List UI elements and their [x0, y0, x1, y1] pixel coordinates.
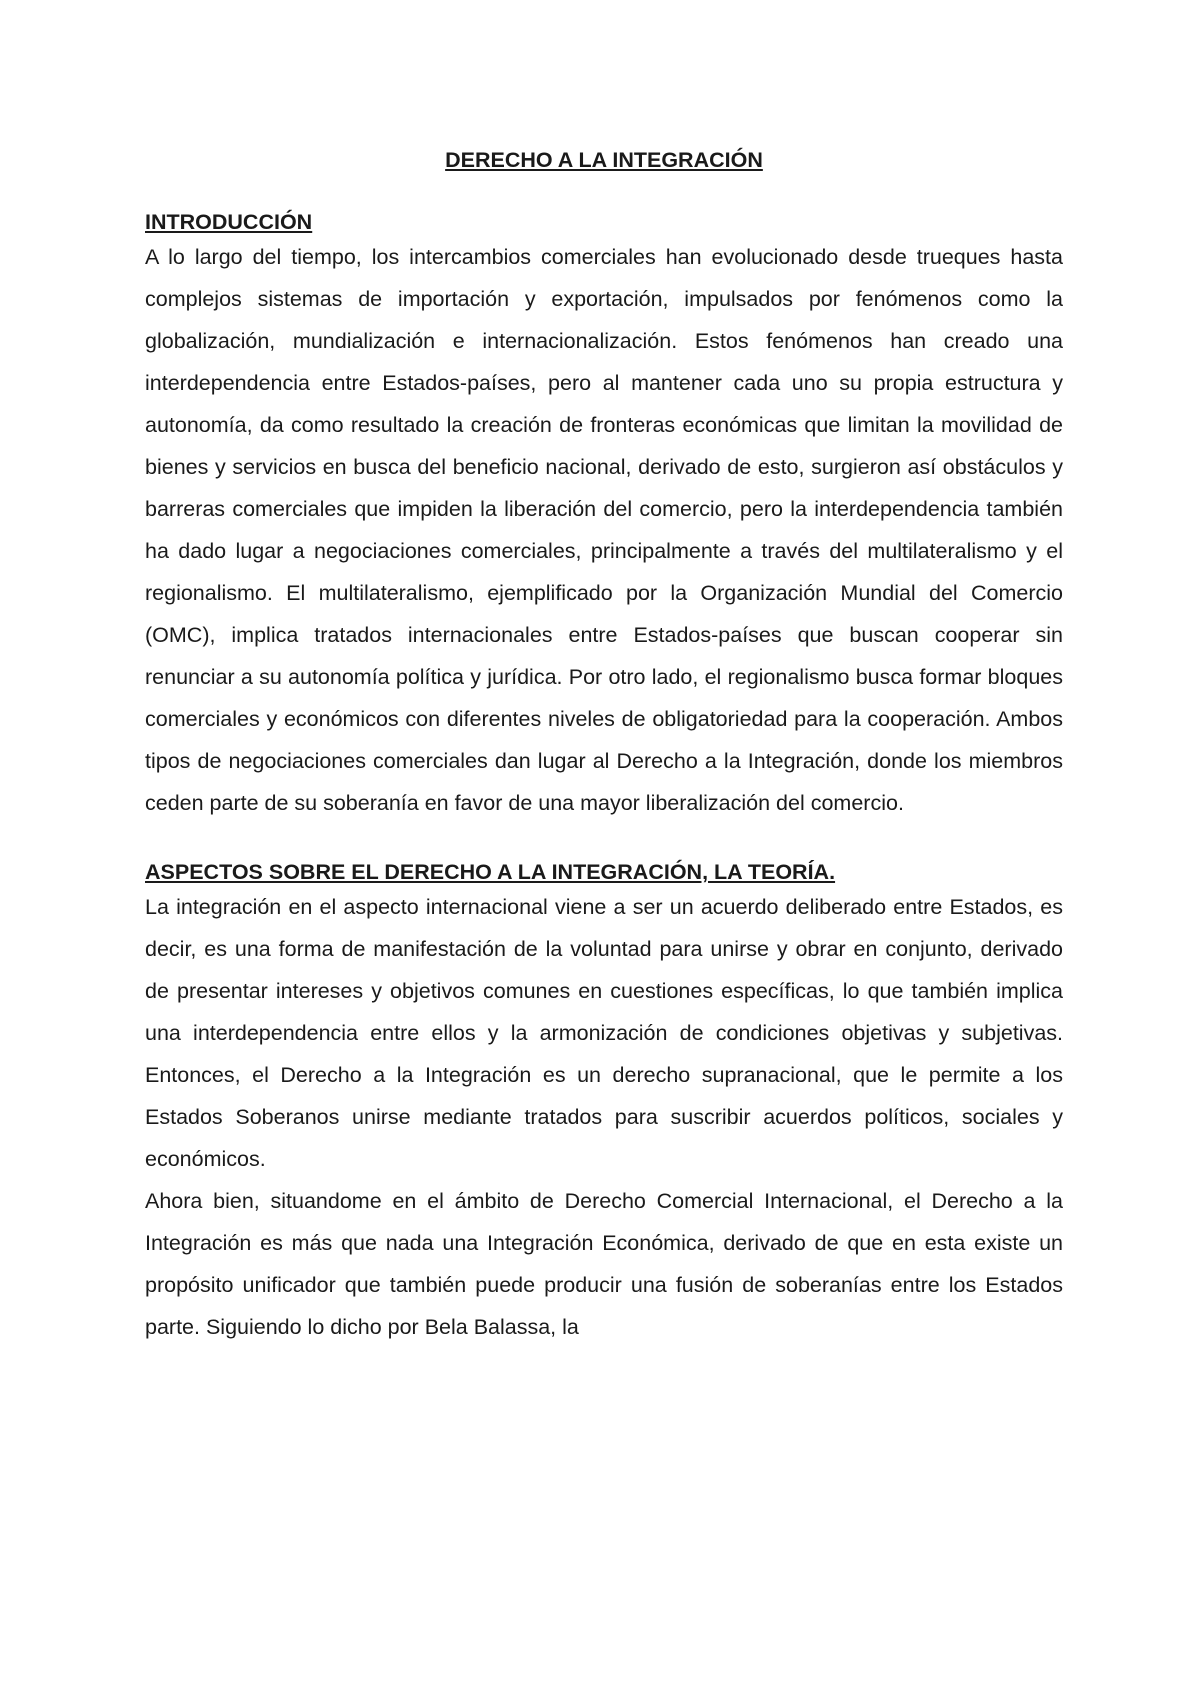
document-title: DERECHO A LA INTEGRACIÓN	[445, 148, 763, 172]
paragraph-aspectos-2: Ahora bien, situandome en el ámbito de Derecho Comercial Internacional, el Derecho a la Integración es más que nada una Integración Económica, derivado de que en esta existe un propósito unificador que también puede producir una fusión de soberanías entre los Estados parte. Siguiendo lo dicho por Bela Balassa, la	[145, 1189, 1063, 1339]
paragraph-aspectos-1: La integración en el aspecto internacional viene a ser un acuerdo deliberado entre Estados, es decir, es una forma de manifestación de la voluntad para unirse y obrar en conjunto, derivado de presentar intereses y objetivos comunes en cuestiones específicas, lo que también implica una interdependencia entre ellos y la armonización de condiciones objetivas y subjetivas. Entonces, el Derecho a la Integración es un derecho supranacional, que le permite a los Estados Soberanos unirse mediante tratados para suscribir acuerdos políticos, sociales y económicos.	[145, 895, 1063, 1171]
section-heading-aspectos: ASPECTOS SOBRE EL DERECHO A LA INTEGRACIÓN, LA TEORÍA.	[145, 860, 836, 884]
section-heading-introduccion: INTRODUCCIÓN	[145, 210, 313, 234]
paragraph-introduccion: A lo largo del tiempo, los intercambios comerciales han evolucionado desde trueques hasta complejos sistemas de importación y exportación, impulsados por fenómenos como la globalización, mundialización e internacionalización. Estos fenómenos han creado una interdependencia entre Estados-países, pero al mantener cada uno su propia estructura y autonomía, da como resultado la creación de fronteras económicas que limitan la movilidad de bienes y servicios en busca del beneficio nacional, derivado de esto, surgieron así obstáculos y barreras comerciales que impiden la liberación del comercio, pero la interdependencia también ha dado lugar a negociaciones comerciales, principalmente a través del multilateralismo y el regionalismo. El multilateralismo, ejemplificado por la Organización Mundial del Comercio (OMC), implica tratados internacionales entre Estados-países que buscan cooperar sin renunciar a su autonomía política y jurídica. Por otro lado, el regionalismo busca formar bloques comerciales y económicos con diferentes niveles de obligatoriedad para la cooperación. Ambos tipos de negociaciones comerciales dan lugar al Derecho a la Integración, donde los miembros ceden parte de su soberanía en favor de una mayor liberalización del comercio.	[145, 245, 1063, 815]
document-page	[145, 140, 1063, 1348]
